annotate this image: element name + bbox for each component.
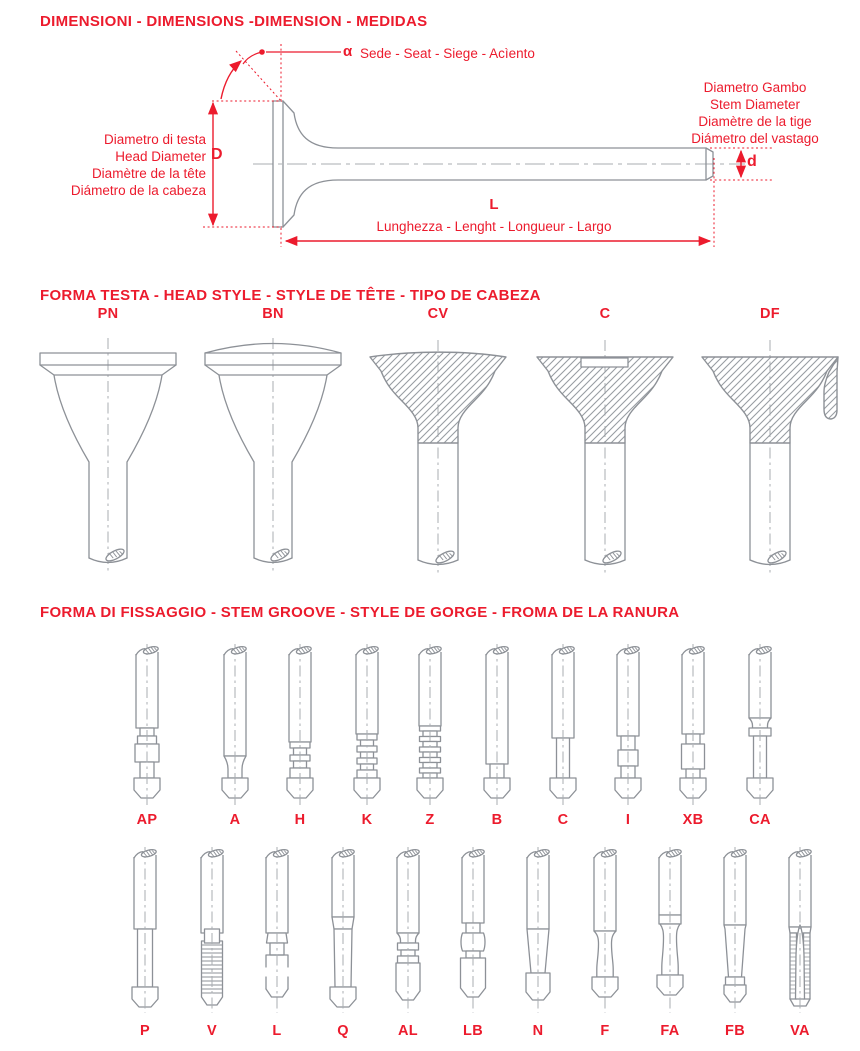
- stem-figure-n: [515, 845, 561, 1039]
- stem-drawing-a: [212, 642, 258, 807]
- stem-groove-label: F: [600, 1023, 610, 1039]
- stem-groove-label: FA: [660, 1023, 680, 1039]
- head-diameter-label: Diametro di testa Head Diameter Diamètre de la tête Diámetro de la cabeza: [70, 132, 206, 198]
- head-style-drawing-bn: [188, 322, 358, 577]
- stem-drawing-al: [385, 845, 431, 1015]
- stem-drawing-ca: [737, 642, 783, 807]
- stem-groove-label: CA: [749, 812, 771, 828]
- stem-figure-c: [540, 642, 586, 828]
- head-style-drawing-pn: [23, 322, 193, 577]
- stem-figure-va: [777, 845, 823, 1039]
- stem-figure-i: [605, 642, 651, 828]
- seat-angle-arc: [221, 61, 241, 99]
- stem-drawing-c: [540, 642, 586, 807]
- stem-groove-label: V: [207, 1023, 217, 1039]
- head-style-label: PN: [97, 306, 119, 322]
- stem-figure-v: [189, 845, 235, 1039]
- stem-groove-label: L: [272, 1023, 282, 1039]
- stem-figure-f: [582, 845, 628, 1039]
- stem-groove-title: FORMA DI FISSAGGIO - STEM GROOVE - STYLE DE GORGE - FROMA DE LA RANURA: [40, 604, 680, 621]
- stem-groove-label: K: [361, 812, 373, 828]
- stem-groove-label: FB: [725, 1023, 745, 1039]
- stem-groove-label: N: [532, 1023, 544, 1039]
- stem-figure-b: [474, 642, 520, 828]
- head-style-label: BN: [262, 306, 284, 322]
- stem-figure-lb: [450, 845, 496, 1039]
- dimensions-title: DIMENSIONI - DIMENSIONS -DIMENSION - MEDIDAS: [40, 13, 428, 30]
- stem-drawing-q: [320, 845, 366, 1015]
- stem-figure-a: [212, 642, 258, 828]
- stem-groove-label: B: [491, 812, 503, 828]
- stem-groove-label: Z: [425, 812, 435, 828]
- stem-figure-h: [277, 642, 323, 828]
- stem-figure-p: [122, 845, 168, 1039]
- head-style-drawing-df: [685, 324, 855, 579]
- stem-figure-q: [320, 845, 366, 1039]
- head-style-figure-df: [685, 306, 855, 322]
- stem-drawing-z: [407, 642, 453, 807]
- head-style-label: CV: [427, 306, 449, 322]
- stem-groove-label: AL: [398, 1023, 418, 1039]
- stem-drawing-fa: [647, 845, 693, 1015]
- head-style-drawing-cv: [353, 324, 523, 579]
- stem-figure-z: [407, 642, 453, 828]
- stem-groove-label: AP: [136, 812, 158, 828]
- stem-groove-label: A: [229, 812, 241, 828]
- stem-groove-label: C: [557, 812, 569, 828]
- stem-drawing-i: [605, 642, 651, 807]
- head-style-drawing-c: [520, 324, 690, 579]
- stem-figure-ap: [124, 642, 170, 828]
- stem-drawing-xb: [670, 642, 716, 807]
- head-style-label: DF: [760, 306, 780, 322]
- stem-drawing-f: [582, 845, 628, 1015]
- seat-label: Sede - Seat - Siege - Acìento: [360, 46, 535, 61]
- stem-figure-fb: [712, 845, 758, 1039]
- stem-drawing-k: [344, 642, 390, 807]
- stem-figure-al: [385, 845, 431, 1039]
- stem-drawing-ap: [124, 642, 170, 807]
- head-style-title: FORMA TESTA - HEAD STYLE - STYLE DE TÊTE - TIPO DE CABEZA: [40, 287, 541, 304]
- head-style-figure-pn: [23, 306, 193, 577]
- seat-leader-dot: [259, 49, 265, 55]
- head-style-label: C: [599, 306, 611, 322]
- stem-drawing-fb: [712, 845, 758, 1015]
- stem-drawing-n: [515, 845, 561, 1015]
- seat-leader-line: [243, 52, 341, 64]
- head-diameter-symbol: D: [211, 146, 223, 163]
- stem-drawing-lb: [450, 845, 496, 1015]
- stem-groove-label: XB: [682, 812, 704, 828]
- head-style-figure-cv: [353, 306, 523, 322]
- stem-diameter-label: Diametro Gambo Stem Diameter Diamètre de la tige Diámetro del vastago: [691, 80, 819, 146]
- stem-figure-xb: [670, 642, 716, 828]
- stem-drawing-p: [122, 845, 168, 1015]
- stem-drawing-h: [277, 642, 323, 807]
- stem-drawing-b: [474, 642, 520, 807]
- length-symbol: L: [489, 196, 499, 213]
- head-style-figure-bn: [188, 306, 358, 577]
- stem-drawing-l: [254, 845, 300, 1015]
- length-label: Lunghezza - Lenght - Longueur - Largo: [376, 219, 612, 234]
- stem-groove-label: I: [625, 812, 631, 828]
- stem-groove-label: H: [294, 812, 306, 828]
- stem-groove-label: Q: [337, 1023, 349, 1039]
- head-style-figure-c: [520, 306, 690, 322]
- stem-groove-label: VA: [790, 1023, 810, 1039]
- stem-figure-k: [344, 642, 390, 828]
- stem-figure-fa: [647, 845, 693, 1039]
- stem-figure-ca: [737, 642, 783, 828]
- stem-diameter-symbol: d: [747, 153, 757, 170]
- stem-drawing-v: [189, 845, 235, 1015]
- stem-groove-label: P: [140, 1023, 150, 1039]
- stem-figure-l: [254, 845, 300, 1039]
- alpha-symbol: α: [343, 43, 353, 60]
- stem-drawing-va: [777, 845, 823, 1015]
- stem-groove-label: LB: [463, 1023, 483, 1039]
